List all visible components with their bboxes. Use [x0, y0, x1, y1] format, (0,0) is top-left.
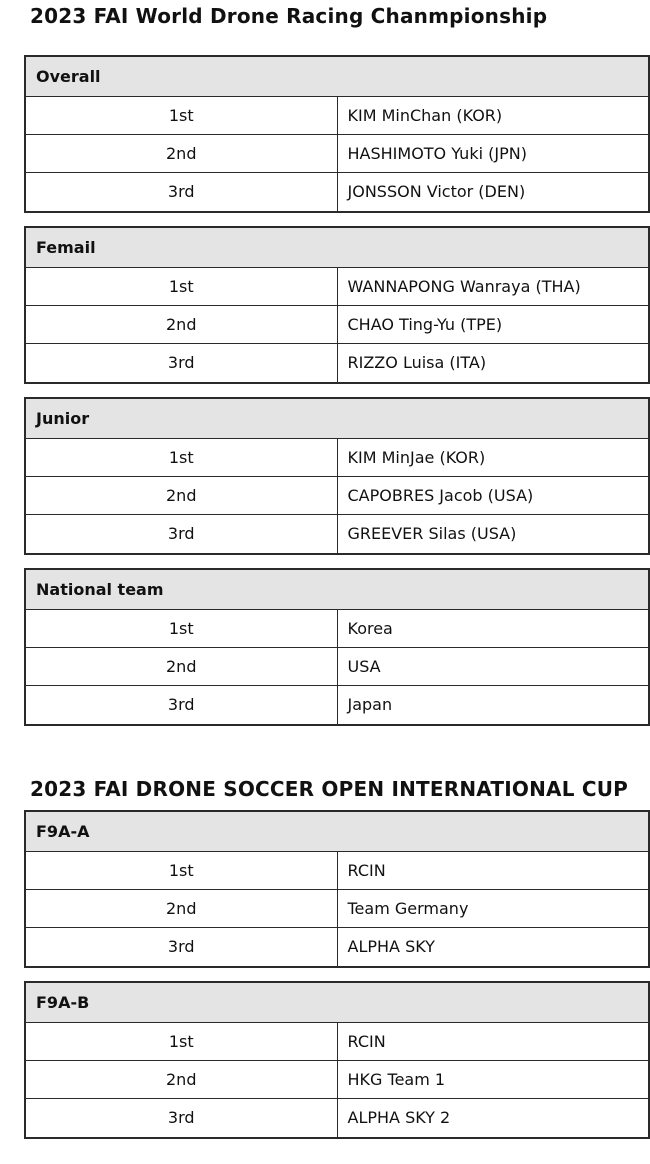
table-row — [26, 928, 648, 966]
winner-cell: KIM MinJae (KOR) — [347, 448, 486, 467]
winner-cell: HASHIMOTO Yuki (JPN) — [337, 135, 648, 173]
rank-cell: 2nd — [26, 890, 337, 928]
rank-cell: 1st — [26, 852, 337, 890]
table-row — [26, 135, 648, 173]
rank-cell: 3rd — [26, 344, 337, 382]
winner-cell: Korea — [347, 619, 393, 638]
table-row — [26, 686, 648, 724]
rank-cell: 3rd — [26, 1099, 337, 1137]
rank-cell: 3rd — [26, 515, 337, 553]
f9a-a-results-table — [24, 810, 650, 968]
rank-cell: 2nd — [26, 477, 337, 515]
table-row — [26, 648, 648, 686]
winner-cell: Japan — [337, 686, 648, 724]
winner-cell: ALPHA SKY 2 — [337, 1099, 648, 1137]
table-row — [26, 268, 648, 306]
category-header: Overall — [26, 57, 648, 97]
f9a-b-results-table — [24, 981, 650, 1139]
overall-results-table — [24, 55, 650, 213]
winner-cell: USA — [337, 648, 648, 686]
table-row — [26, 610, 648, 648]
table-row — [26, 890, 648, 928]
female-results-table — [24, 226, 650, 384]
winner-cell: GREEVER Silas (USA) — [337, 515, 648, 553]
winner-cell: HKG Team 1 — [337, 1061, 648, 1099]
rank-cell: 1st — [26, 1023, 337, 1061]
table-row — [26, 1061, 648, 1099]
table-row — [26, 97, 648, 135]
winner-cell: RIZZO Luisa (ITA) — [337, 344, 648, 382]
category-header: Femail — [26, 228, 648, 268]
soccer-section-title: 2023 FAI DRONE SOCCER OPEN INTERNATIONAL CUP — [30, 777, 628, 801]
rank-cell: 2nd — [26, 648, 337, 686]
rank-cell: 3rd — [26, 928, 337, 966]
junior-results-table — [24, 397, 650, 555]
table-row — [26, 173, 648, 211]
winner-cell: JONSSON Victor (DEN) — [337, 173, 648, 211]
category-header: F9A-B — [26, 983, 648, 1023]
rank-cell: 2nd — [26, 306, 337, 344]
table-row — [26, 1099, 648, 1137]
table-row — [26, 515, 648, 553]
winner-cell: CHAO Ting-Yu (TPE) — [337, 306, 648, 344]
winner-cell: RCIN — [347, 861, 386, 880]
rank-cell: 3rd — [26, 173, 337, 211]
table-row — [26, 306, 648, 344]
national-team-results-table — [24, 568, 650, 726]
table-row — [26, 439, 648, 477]
winner-cell: Team Germany — [337, 890, 648, 928]
rank-cell: 1st — [26, 268, 337, 306]
category-header: National team — [26, 570, 648, 610]
category-header: F9A-A — [26, 812, 648, 852]
winner-cell: ALPHA SKY — [337, 928, 648, 966]
rank-cell: 1st — [26, 97, 337, 135]
winner-cell: WANNAPONG Wanraya (THA) — [347, 277, 581, 296]
winner-cell: CAPOBRES Jacob (USA) — [337, 477, 648, 515]
winner-cell: KIM MinChan (KOR) — [347, 106, 503, 125]
rank-cell: 2nd — [26, 1061, 337, 1099]
category-header: Junior — [26, 399, 648, 439]
table-row — [26, 344, 648, 382]
rank-cell: 3rd — [26, 686, 337, 724]
winner-cell: RCIN — [347, 1032, 386, 1051]
rank-cell: 2nd — [26, 135, 337, 173]
racing-section-title: 2023 FAI World Drone Racing Chanmpionship — [30, 4, 548, 28]
table-row — [26, 852, 648, 890]
table-row — [26, 477, 648, 515]
rank-cell: 1st — [26, 439, 337, 477]
rank-cell: 1st — [26, 610, 337, 648]
table-row — [26, 1023, 648, 1061]
